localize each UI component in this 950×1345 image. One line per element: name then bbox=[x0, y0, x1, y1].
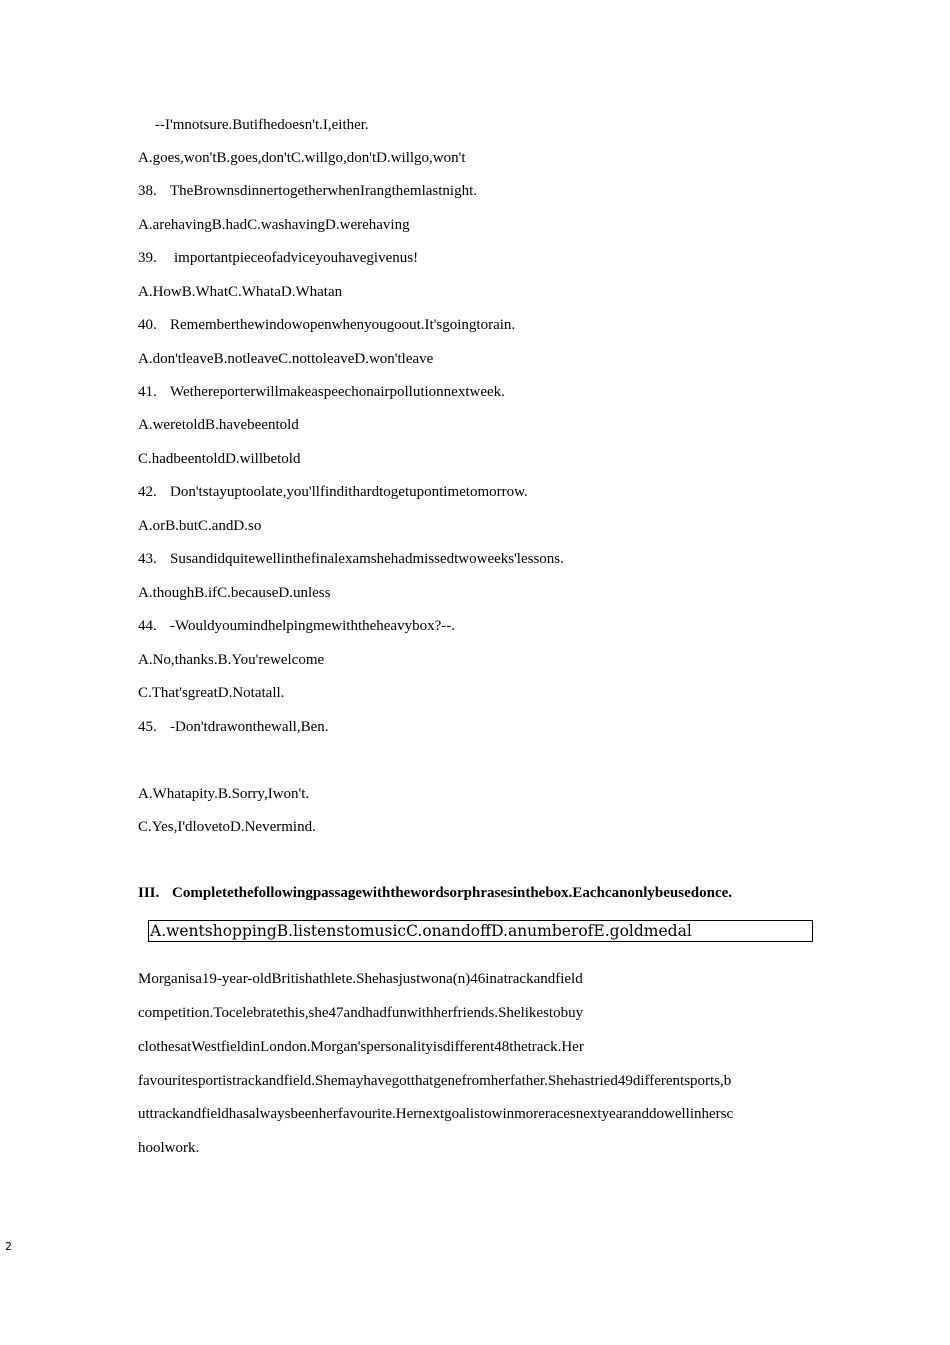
question-number: 40. bbox=[138, 317, 157, 333]
q42-options: A.orB.butC.andD.so bbox=[138, 518, 262, 534]
q37-options: A.goes,won'tB.goes,don'tC.willgo,don'tD.willgo,won't bbox=[138, 150, 466, 166]
question-number: 39. bbox=[138, 250, 157, 266]
question-text: Don'tstayuptoolate,you'llfindithardtogetupontimetomorrow. bbox=[170, 484, 528, 500]
passage-line: uttrackandfieldhasalwaysbeenherfavourite.Hernextgoalistowinmoreracesnextyearanddowellinhersc bbox=[138, 1106, 734, 1122]
question-text: -Wouldyoumindhelpingmewiththeheavybox?--. bbox=[170, 618, 455, 634]
question-number: 41. bbox=[138, 384, 157, 400]
question-40 bbox=[138, 316, 515, 334]
passage-line: hoolwork. bbox=[138, 1140, 200, 1156]
q45-options-1: A.Whatapity.B.Sorry,Iwon't. bbox=[138, 786, 310, 802]
word-box: A.wentshoppingB.listenstomusicC.onandoffD.anumberofE.goldmedal bbox=[148, 920, 813, 942]
question-number: 42. bbox=[138, 484, 157, 500]
q45-options-2: C.Yes,I'dlovetoD.Nevermind. bbox=[138, 819, 316, 835]
q41-options-1: A.weretoldB.havebeentold bbox=[138, 417, 299, 433]
q44-options-2: C.That'sgreatD.Notatall. bbox=[138, 685, 285, 701]
section-title: Completethefollowingpassagewiththewordsorphrasesinthebox.Eachcanonlybeusedonce. bbox=[172, 885, 733, 901]
q44-options-1: A.No,thanks.B.You'rewelcome bbox=[138, 652, 325, 668]
passage-line: clothesatWestfieldinLondon.Morgan'spersonalityisdifferent48thetrack.Her bbox=[138, 1039, 584, 1055]
question-42 bbox=[138, 483, 528, 501]
section-heading bbox=[138, 885, 732, 902]
question-number: 43. bbox=[138, 551, 157, 567]
question-text: TheBrownsdinnertogetherwhenIrangthemlastnight. bbox=[170, 183, 478, 199]
q37-reply: --I'mnotsure.Butifhedoesn't.I,either. bbox=[155, 117, 369, 133]
question-text: -Don'tdrawonthewall,Ben. bbox=[170, 719, 329, 735]
question-43 bbox=[138, 550, 564, 568]
passage-line: favouritesportistrackandfield.Shemayhavegotthatgenefromherfather.Shehastried49differentsports,b bbox=[138, 1073, 732, 1089]
question-text: Rememberthewindowopenwhenyougoout.It'sgoingtorain. bbox=[170, 317, 516, 333]
question-number: 45. bbox=[138, 719, 157, 735]
question-39 bbox=[138, 249, 418, 267]
question-number: 38. bbox=[138, 183, 157, 199]
question-number: 44. bbox=[138, 618, 157, 634]
q39-options: A.HowB.WhatC.WhataD.Whatan bbox=[138, 284, 343, 300]
question-text: importantpieceofadviceyouhavegivenus! bbox=[174, 250, 419, 266]
q38-options: A.arehavingB.hadC.washavingD.werehaving bbox=[138, 217, 410, 233]
question-38 bbox=[138, 182, 477, 200]
q40-options: A.don'tleaveB.notleaveC.nottoleaveD.won'tleave bbox=[138, 351, 434, 367]
q43-options: A.thoughB.ifC.becauseD.unless bbox=[138, 585, 331, 601]
section-number: III. bbox=[138, 885, 160, 901]
passage-line: competition.Tocelebratethis,she47andhadfunwithherfriends.Shelikestobuy bbox=[138, 1005, 584, 1021]
question-text: Susandidquitewellinthefinalexamshehadmissedtwoweeks'lessons. bbox=[170, 551, 564, 567]
question-45 bbox=[138, 718, 329, 736]
q41-options-2: C.hadbeentoldD.willbetold bbox=[138, 451, 301, 467]
question-44 bbox=[138, 617, 455, 635]
question-text: Wethereporterwillmakeaspeechonairpollutionnextweek. bbox=[170, 384, 505, 400]
passage-line: Morganisa19-year-oldBritishathlete.Shehasjustwona(n)46inatrackandfield bbox=[138, 971, 583, 987]
page-number: 2 bbox=[5, 1240, 12, 1253]
question-41 bbox=[138, 383, 505, 401]
